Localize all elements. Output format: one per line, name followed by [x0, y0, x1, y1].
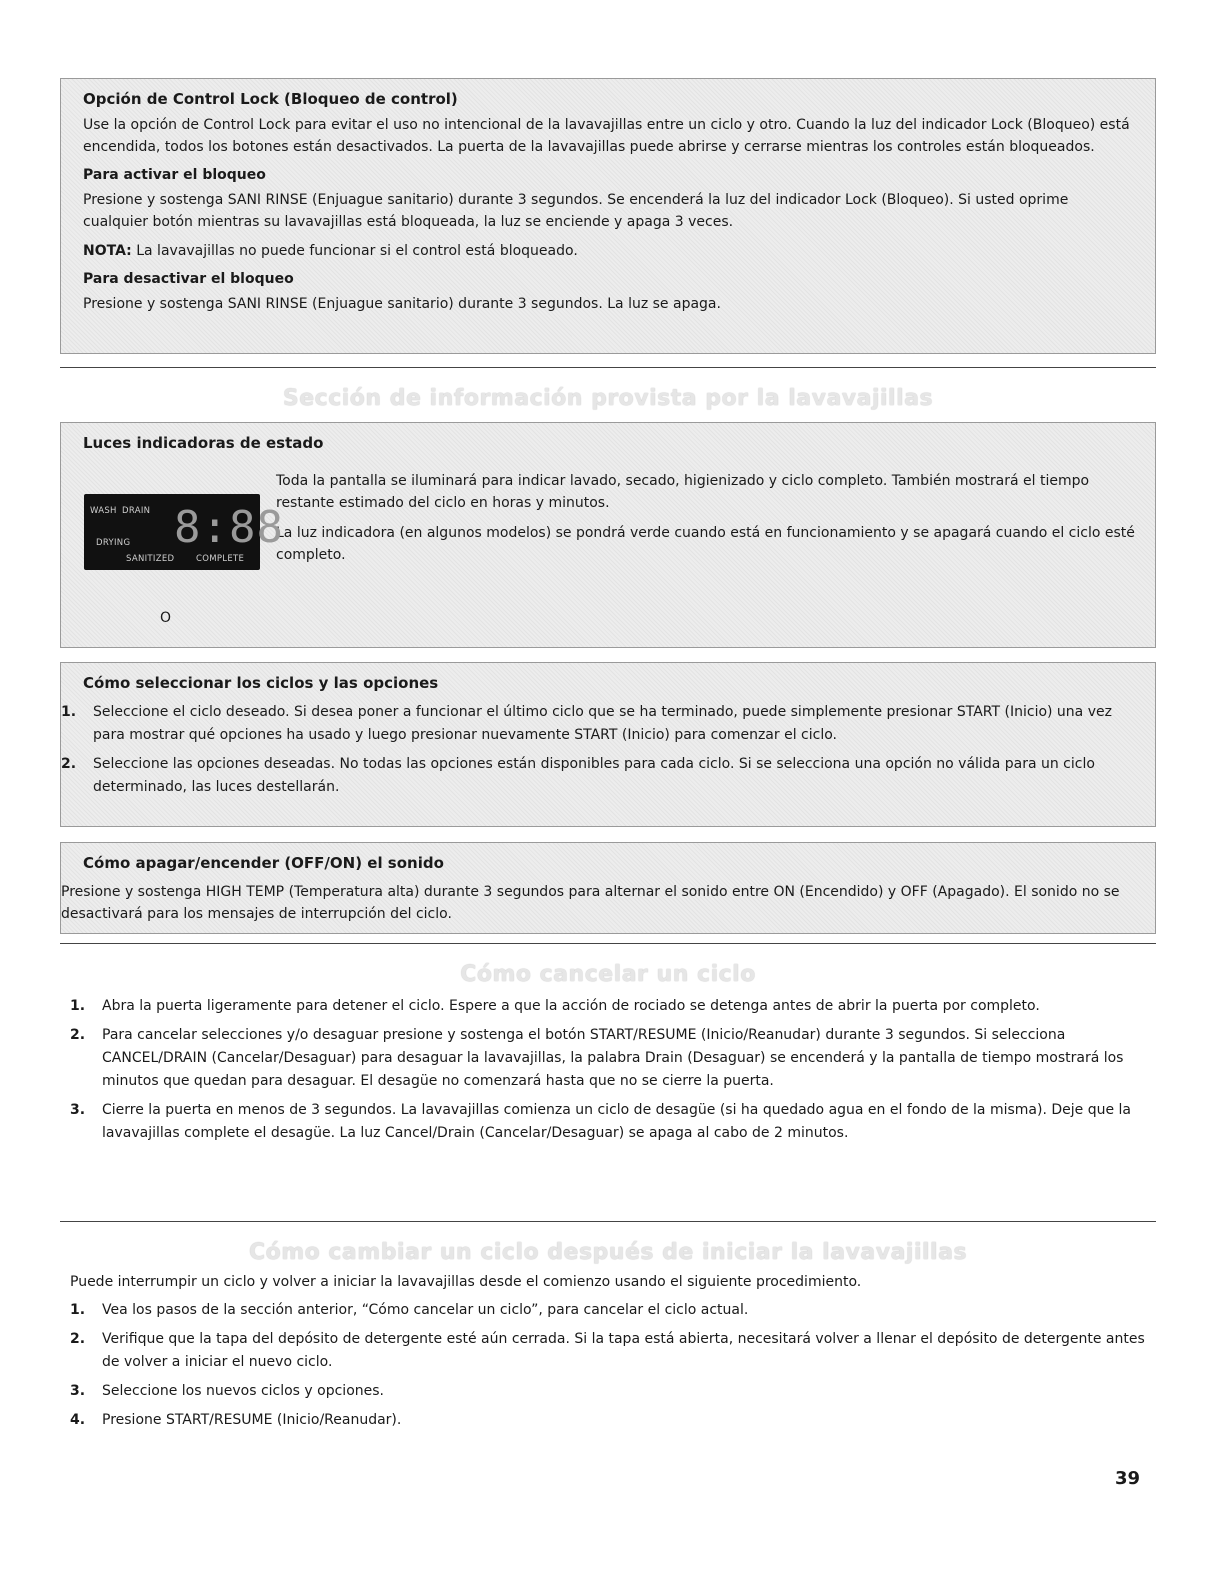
status-lights-para2: La luz indicadora (en algunos modelos) se pondrá verde cuando está en funcionamiento y se apagará cuando el ciclo esté completo. [276, 525, 1135, 563]
section-divider [60, 367, 1156, 368]
select-cycles-title: Cómo seleccionar los ciclos y las opciones [83, 674, 439, 692]
lock-note [83, 240, 1133, 262]
status-display-image [84, 494, 284, 570]
note-label: NOTA: [83, 243, 132, 259]
note-text: La lavavajillas no puede funcionar si el control está bloqueado. [131, 243, 578, 259]
step-number: 4. [70, 1412, 86, 1428]
change-cycle-intro: Puede interrumpir un ciclo y volver a iniciar la lavavajillas desde el comienzo usando el siguiente procedimiento. [70, 1274, 862, 1290]
list-item [70, 1299, 1150, 1322]
wash-label: WASH [90, 506, 117, 516]
step-number: 2. [61, 756, 77, 772]
time-digits: 8:88 [174, 502, 284, 553]
activate-lock-heading: Para activar el bloqueo [83, 167, 266, 183]
section-divider [60, 1221, 1156, 1222]
list-item [70, 1409, 1150, 1432]
indicator-light-label: O [160, 610, 172, 626]
cancel-cycle-content [70, 995, 1150, 1151]
drying-label: DRYING [96, 538, 131, 548]
page-number: 39 [1114, 1468, 1140, 1489]
status-lights-title: Luces indicadoras de estado [83, 434, 324, 452]
cancel-cycle-title: Cómo cancelar un ciclo [460, 962, 756, 987]
step-number: 1. [70, 998, 86, 1014]
deactivate-lock-text: Presione y sostenga SANI RINSE (Enjuague sanitario) durante 3 segundos. La luz se apaga. [83, 296, 721, 312]
activate-lock-text: Presione y sostenga SANI RINSE (Enjuague sanitario) durante 3 segundos. Se encenderá la luz del indicador Lock (Bloqueo). Si usted oprime cualquier botón mientras su lavavajillas está bloqueada, la luz se enciende y apaga 3 veces. [83, 192, 1069, 230]
step-text: Abra la puerta ligeramente para detener el ciclo. Espere a que la acción de rociado se detenga antes de abrir la puerta por completo. [102, 998, 1040, 1014]
step-number: 3. [70, 1383, 86, 1399]
sound-text: Presione y sostenga HIGH TEMP (Temperatura alta) durante 3 segundos para alternar el sonido entre ON (Encendido) y OFF (Apagado). El sonido no se desactivará para los mensajes de interrupción del ciclo. [61, 884, 1120, 922]
list-item [70, 995, 1150, 1018]
step-number: 2. [70, 1331, 86, 1347]
control-lock-box [60, 78, 1156, 354]
step-text: Vea los pasos de la sección anterior, “Cómo cancelar un ciclo”, para cancelar el ciclo actual. [102, 1302, 749, 1318]
list-item [70, 1024, 1150, 1093]
complete-label: COMPLETE [196, 554, 245, 564]
step-text: Para cancelar selecciones y/o desaguar presione y sostenga el botón START/RESUME (Inicio/Reanudar) durante 3 segundos. Si selecciona CANCEL/DRAIN (Cancelar/Desaguar) para desaguar la lavavajillas, la palabra Drain (Desaguar) se encenderá y la pantalla de tiempo mostrará los minutos que quedan para desaguar. El desagüe no comenzará hasta que no se cierre la puerta. [102, 1027, 1124, 1089]
list-item [70, 1099, 1150, 1145]
step-text: Cierre la puerta en menos de 3 segundos. La lavavajillas comienza un ciclo de desagüe (si ha quedado agua en el fondo de la misma). Deje que la lavavajillas complete el desagüe. La luz Cancel/Drain (Cancelar/Desaguar) se apaga al cabo de 2 minutos. [102, 1102, 1131, 1141]
change-cycle-steps [70, 1299, 1150, 1432]
list-item [61, 701, 1133, 747]
select-cycles-box [60, 662, 1156, 827]
control-lock-title: Opción de Control Lock (Bloqueo de control) [83, 90, 458, 108]
control-lock-intro: Use la opción de Control Lock para evitar el uso no intencional de la lavavajillas entre un ciclo y otro. Cuando la luz del indicador Lock (Bloqueo) está encendida, todos los botones están desactivados. La puerta de la lavavajillas puede abrirse y cerrarse mientras los controles están bloqueados. [83, 117, 1130, 155]
step-text: Seleccione el ciclo deseado. Si desea poner a funcionar el último ciclo que se ha terminado, puede simplemente presionar START (Inicio) una vez para mostrar qué opciones ha usado y luego presionar nuevamente START (Inicio) para comenzar el ciclo. [93, 704, 1112, 743]
cancel-cycle-steps [70, 995, 1150, 1145]
status-lights-para1: Toda la pantalla se iluminará para indicar lavado, secado, higienizado y ciclo completo. También mostrará el tiempo restante estimado del ciclo en horas y minutos. [276, 473, 1090, 511]
drain-label: DRAIN [122, 506, 151, 516]
step-text: Verifique que la tapa del depósito de detergente esté aún cerrada. Si la tapa está abierta, necesitará volver a llenar el depósito de detergente antes de volver a iniciar el nuevo ciclo. [102, 1331, 1145, 1370]
change-cycle-title: Cómo cambiar un ciclo después de iniciar la lavavajillas [248, 1240, 968, 1265]
deactivate-lock-heading: Para desactivar el bloqueo [83, 271, 294, 287]
step-number: 1. [70, 1302, 86, 1318]
list-item [61, 753, 1133, 799]
list-item [70, 1328, 1150, 1374]
change-cycle-content [70, 1271, 1150, 1438]
select-cycles-steps [61, 701, 1133, 799]
sound-title: Cómo apagar/encender (OFF/ON) el sonido [83, 854, 444, 872]
sound-box [60, 842, 1156, 934]
step-number: 2. [70, 1027, 86, 1043]
step-text: Presione START/RESUME (Inicio/Reanudar). [102, 1412, 402, 1428]
section-divider [60, 943, 1156, 944]
sanitized-label: SANITIZED [126, 554, 175, 564]
step-number: 1. [61, 704, 77, 720]
info-section-title: Sección de información provista por la lavavajillas [282, 386, 934, 411]
step-text: Seleccione las opciones deseadas. No todas las opciones están disponibles para cada ciclo. Si se selecciona una opción no válida para un ciclo determinado, las luces destellarán. [93, 756, 1095, 795]
list-item [70, 1380, 1150, 1403]
step-number: 3. [70, 1102, 86, 1118]
status-lights-text [276, 470, 1136, 566]
step-text: Seleccione los nuevos ciclos y opciones. [102, 1383, 384, 1399]
